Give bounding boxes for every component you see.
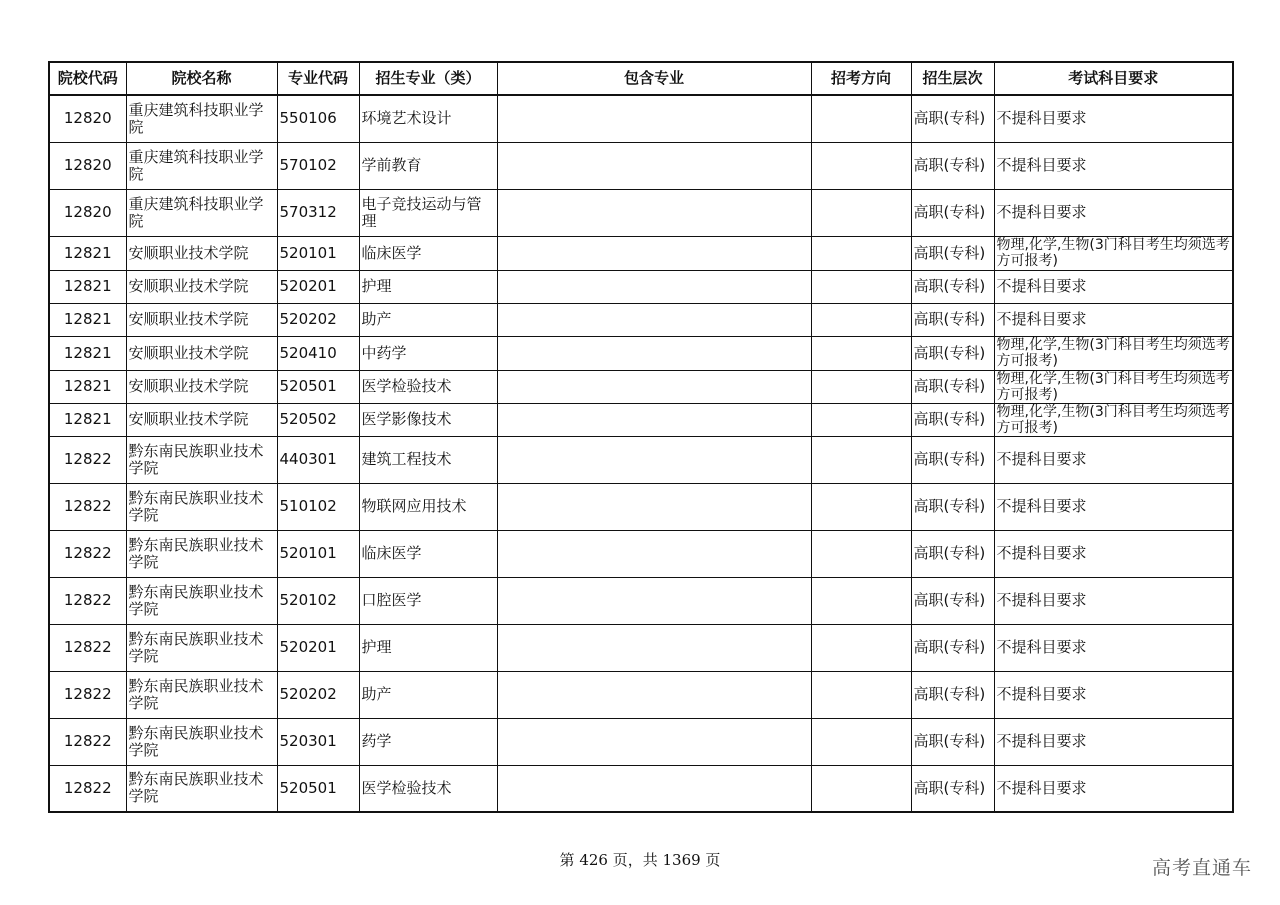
cell-level: 高职(专科) bbox=[911, 403, 994, 436]
cell-direction bbox=[811, 436, 911, 483]
table-row bbox=[49, 370, 1233, 403]
page-number: 第 426 页，共 1369 页 bbox=[559, 851, 721, 869]
cell-level: 高职(专科) bbox=[911, 270, 994, 303]
cell-major-category: 医学检验技术 bbox=[359, 370, 497, 403]
cell-major-code: 520301 bbox=[277, 718, 359, 765]
cell-included-majors bbox=[497, 270, 811, 303]
table-body bbox=[49, 95, 1233, 812]
table-row bbox=[49, 142, 1233, 189]
header-major-code: 专业代码 bbox=[277, 62, 359, 95]
cell-school-name: 黔东南民族职业技术学院 bbox=[126, 436, 277, 483]
cell-included-majors bbox=[497, 483, 811, 530]
cell-school-name: 重庆建筑科技职业学院 bbox=[126, 95, 277, 142]
cell-major-category: 口腔医学 bbox=[359, 577, 497, 624]
cell-direction bbox=[811, 142, 911, 189]
cell-school-code: 12822 bbox=[49, 530, 126, 577]
table-row bbox=[49, 718, 1233, 765]
cell-level: 高职(专科) bbox=[911, 370, 994, 403]
cell-major-code: 520101 bbox=[277, 236, 359, 270]
cell-level: 高职(专科) bbox=[911, 624, 994, 671]
table-row bbox=[49, 530, 1233, 577]
table-row bbox=[49, 403, 1233, 436]
cell-school-name: 黔东南民族职业技术学院 bbox=[126, 765, 277, 812]
cell-school-code: 12821 bbox=[49, 303, 126, 336]
cell-subject-requirement: 不提科目要求 bbox=[994, 624, 1233, 671]
cell-included-majors bbox=[497, 142, 811, 189]
cell-included-majors bbox=[497, 370, 811, 403]
cell-major-category: 护理 bbox=[359, 624, 497, 671]
cell-major-code: 440301 bbox=[277, 436, 359, 483]
cell-level: 高职(专科) bbox=[911, 530, 994, 577]
cell-major-category: 助产 bbox=[359, 303, 497, 336]
table-row bbox=[49, 671, 1233, 718]
table-row bbox=[49, 336, 1233, 370]
cell-school-name: 黔东南民族职业技术学院 bbox=[126, 483, 277, 530]
cell-included-majors bbox=[497, 189, 811, 236]
cell-school-name: 安顺职业技术学院 bbox=[126, 403, 277, 436]
cell-major-code: 520502 bbox=[277, 403, 359, 436]
admissions-table bbox=[48, 61, 1234, 813]
cell-major-code: 520501 bbox=[277, 370, 359, 403]
cell-subject-requirement: 不提科目要求 bbox=[994, 530, 1233, 577]
cell-direction bbox=[811, 303, 911, 336]
cell-major-code: 520102 bbox=[277, 577, 359, 624]
cell-level: 高职(专科) bbox=[911, 483, 994, 530]
cell-subject-requirement: 不提科目要求 bbox=[994, 303, 1233, 336]
cell-major-code: 520201 bbox=[277, 624, 359, 671]
cell-school-code: 12821 bbox=[49, 403, 126, 436]
cell-level: 高职(专科) bbox=[911, 671, 994, 718]
cell-included-majors bbox=[497, 671, 811, 718]
cell-direction bbox=[811, 236, 911, 270]
cell-level: 高职(专科) bbox=[911, 189, 994, 236]
cell-subject-requirement: 不提科目要求 bbox=[994, 483, 1233, 530]
cell-major-code: 550106 bbox=[277, 95, 359, 142]
cell-major-category: 护理 bbox=[359, 270, 497, 303]
cell-school-name: 黔东南民族职业技术学院 bbox=[126, 530, 277, 577]
cell-school-code: 12822 bbox=[49, 483, 126, 530]
cell-major-code: 520101 bbox=[277, 530, 359, 577]
cell-level: 高职(专科) bbox=[911, 718, 994, 765]
cell-direction bbox=[811, 577, 911, 624]
cell-included-majors bbox=[497, 718, 811, 765]
cell-direction bbox=[811, 270, 911, 303]
cell-direction bbox=[811, 336, 911, 370]
cell-included-majors bbox=[497, 95, 811, 142]
cell-direction bbox=[811, 718, 911, 765]
table-row bbox=[49, 483, 1233, 530]
cell-school-name: 安顺职业技术学院 bbox=[126, 336, 277, 370]
cell-major-category: 物联网应用技术 bbox=[359, 483, 497, 530]
cell-school-code: 12822 bbox=[49, 577, 126, 624]
cell-major-category: 医学检验技术 bbox=[359, 765, 497, 812]
table-row bbox=[49, 436, 1233, 483]
cell-school-name: 黔东南民族职业技术学院 bbox=[126, 577, 277, 624]
cell-direction bbox=[811, 403, 911, 436]
cell-school-name: 重庆建筑科技职业学院 bbox=[126, 142, 277, 189]
table-row bbox=[49, 624, 1233, 671]
cell-direction bbox=[811, 765, 911, 812]
cell-included-majors bbox=[497, 303, 811, 336]
cell-school-name: 安顺职业技术学院 bbox=[126, 270, 277, 303]
cell-major-category: 电子竞技运动与管理 bbox=[359, 189, 497, 236]
cell-subject-requirement: 不提科目要求 bbox=[994, 577, 1233, 624]
cell-direction bbox=[811, 530, 911, 577]
cell-major-category: 助产 bbox=[359, 671, 497, 718]
cell-major-category: 建筑工程技术 bbox=[359, 436, 497, 483]
cell-level: 高职(专科) bbox=[911, 765, 994, 812]
cell-subject-requirement: 物理,化学,生物(3门科目考生均须选考方可报考) bbox=[994, 236, 1233, 270]
cell-school-code: 12821 bbox=[49, 370, 126, 403]
cell-major-code: 520410 bbox=[277, 336, 359, 370]
table-header-row bbox=[49, 62, 1233, 95]
cell-major-code: 570312 bbox=[277, 189, 359, 236]
cell-major-code: 510102 bbox=[277, 483, 359, 530]
cell-major-category: 学前教育 bbox=[359, 142, 497, 189]
cell-included-majors bbox=[497, 765, 811, 812]
cell-direction bbox=[811, 671, 911, 718]
cell-major-code: 570102 bbox=[277, 142, 359, 189]
table-row bbox=[49, 236, 1233, 270]
cell-included-majors bbox=[497, 436, 811, 483]
table-row bbox=[49, 189, 1233, 236]
header-school-code: 院校代码 bbox=[49, 62, 126, 95]
header-included-majors: 包含专业 bbox=[497, 62, 811, 95]
cell-school-code: 12821 bbox=[49, 270, 126, 303]
cell-level: 高职(专科) bbox=[911, 303, 994, 336]
cell-subject-requirement: 不提科目要求 bbox=[994, 436, 1233, 483]
cell-school-code: 12821 bbox=[49, 336, 126, 370]
cell-major-code: 520202 bbox=[277, 671, 359, 718]
cell-level: 高职(专科) bbox=[911, 95, 994, 142]
cell-subject-requirement: 不提科目要求 bbox=[994, 189, 1233, 236]
cell-school-name: 黔东南民族职业技术学院 bbox=[126, 624, 277, 671]
cell-direction bbox=[811, 95, 911, 142]
cell-direction bbox=[811, 483, 911, 530]
cell-direction bbox=[811, 370, 911, 403]
cell-school-code: 12820 bbox=[49, 95, 126, 142]
header-direction: 招考方向 bbox=[811, 62, 911, 95]
cell-subject-requirement: 不提科目要求 bbox=[994, 142, 1233, 189]
cell-subject-requirement: 物理,化学,生物(3门科目考生均须选考方可报考) bbox=[994, 403, 1233, 436]
cell-major-code: 520202 bbox=[277, 303, 359, 336]
cell-level: 高职(专科) bbox=[911, 142, 994, 189]
cell-school-name: 黔东南民族职业技术学院 bbox=[126, 671, 277, 718]
table-row bbox=[49, 765, 1233, 812]
cell-direction bbox=[811, 624, 911, 671]
cell-school-code: 12821 bbox=[49, 236, 126, 270]
cell-school-code: 12822 bbox=[49, 765, 126, 812]
table-row bbox=[49, 303, 1233, 336]
watermark: 高考直通车 bbox=[1151, 857, 1252, 879]
cell-included-majors bbox=[497, 577, 811, 624]
cell-school-code: 12822 bbox=[49, 671, 126, 718]
cell-major-category: 临床医学 bbox=[359, 530, 497, 577]
cell-included-majors bbox=[497, 624, 811, 671]
cell-major-category: 中药学 bbox=[359, 336, 497, 370]
cell-level: 高职(专科) bbox=[911, 577, 994, 624]
cell-level: 高职(专科) bbox=[911, 436, 994, 483]
cell-school-code: 12822 bbox=[49, 624, 126, 671]
header-level: 招生层次 bbox=[911, 62, 994, 95]
cell-subject-requirement: 不提科目要求 bbox=[994, 718, 1233, 765]
cell-school-name: 安顺职业技术学院 bbox=[126, 236, 277, 270]
cell-level: 高职(专科) bbox=[911, 236, 994, 270]
header-school-name: 院校名称 bbox=[126, 62, 277, 95]
cell-included-majors bbox=[497, 336, 811, 370]
cell-school-name: 安顺职业技术学院 bbox=[126, 303, 277, 336]
cell-major-category: 临床医学 bbox=[359, 236, 497, 270]
cell-included-majors bbox=[497, 236, 811, 270]
cell-subject-requirement: 不提科目要求 bbox=[994, 95, 1233, 142]
cell-school-name: 黔东南民族职业技术学院 bbox=[126, 718, 277, 765]
cell-school-code: 12820 bbox=[49, 189, 126, 236]
cell-major-code: 520501 bbox=[277, 765, 359, 812]
cell-school-code: 12822 bbox=[49, 718, 126, 765]
table-row bbox=[49, 95, 1233, 142]
cell-major-category: 环境艺术设计 bbox=[359, 95, 497, 142]
cell-subject-requirement: 物理,化学,生物(3门科目考生均须选考方可报考) bbox=[994, 370, 1233, 403]
table-row bbox=[49, 270, 1233, 303]
header-subject-requirement: 考试科目要求 bbox=[994, 62, 1233, 95]
cell-school-code: 12820 bbox=[49, 142, 126, 189]
cell-included-majors bbox=[497, 403, 811, 436]
cell-major-category: 药学 bbox=[359, 718, 497, 765]
cell-subject-requirement: 不提科目要求 bbox=[994, 270, 1233, 303]
table-row bbox=[49, 577, 1233, 624]
cell-level: 高职(专科) bbox=[911, 336, 994, 370]
cell-school-name: 安顺职业技术学院 bbox=[126, 370, 277, 403]
cell-included-majors bbox=[497, 530, 811, 577]
cell-subject-requirement: 不提科目要求 bbox=[994, 765, 1233, 812]
header-major-category: 招生专业（类） bbox=[359, 62, 497, 95]
cell-school-name: 重庆建筑科技职业学院 bbox=[126, 189, 277, 236]
cell-subject-requirement: 不提科目要求 bbox=[994, 671, 1233, 718]
cell-school-code: 12822 bbox=[49, 436, 126, 483]
cell-direction bbox=[811, 189, 911, 236]
cell-subject-requirement: 物理,化学,生物(3门科目考生均须选考方可报考) bbox=[994, 336, 1233, 370]
cell-major-code: 520201 bbox=[277, 270, 359, 303]
cell-major-category: 医学影像技术 bbox=[359, 403, 497, 436]
